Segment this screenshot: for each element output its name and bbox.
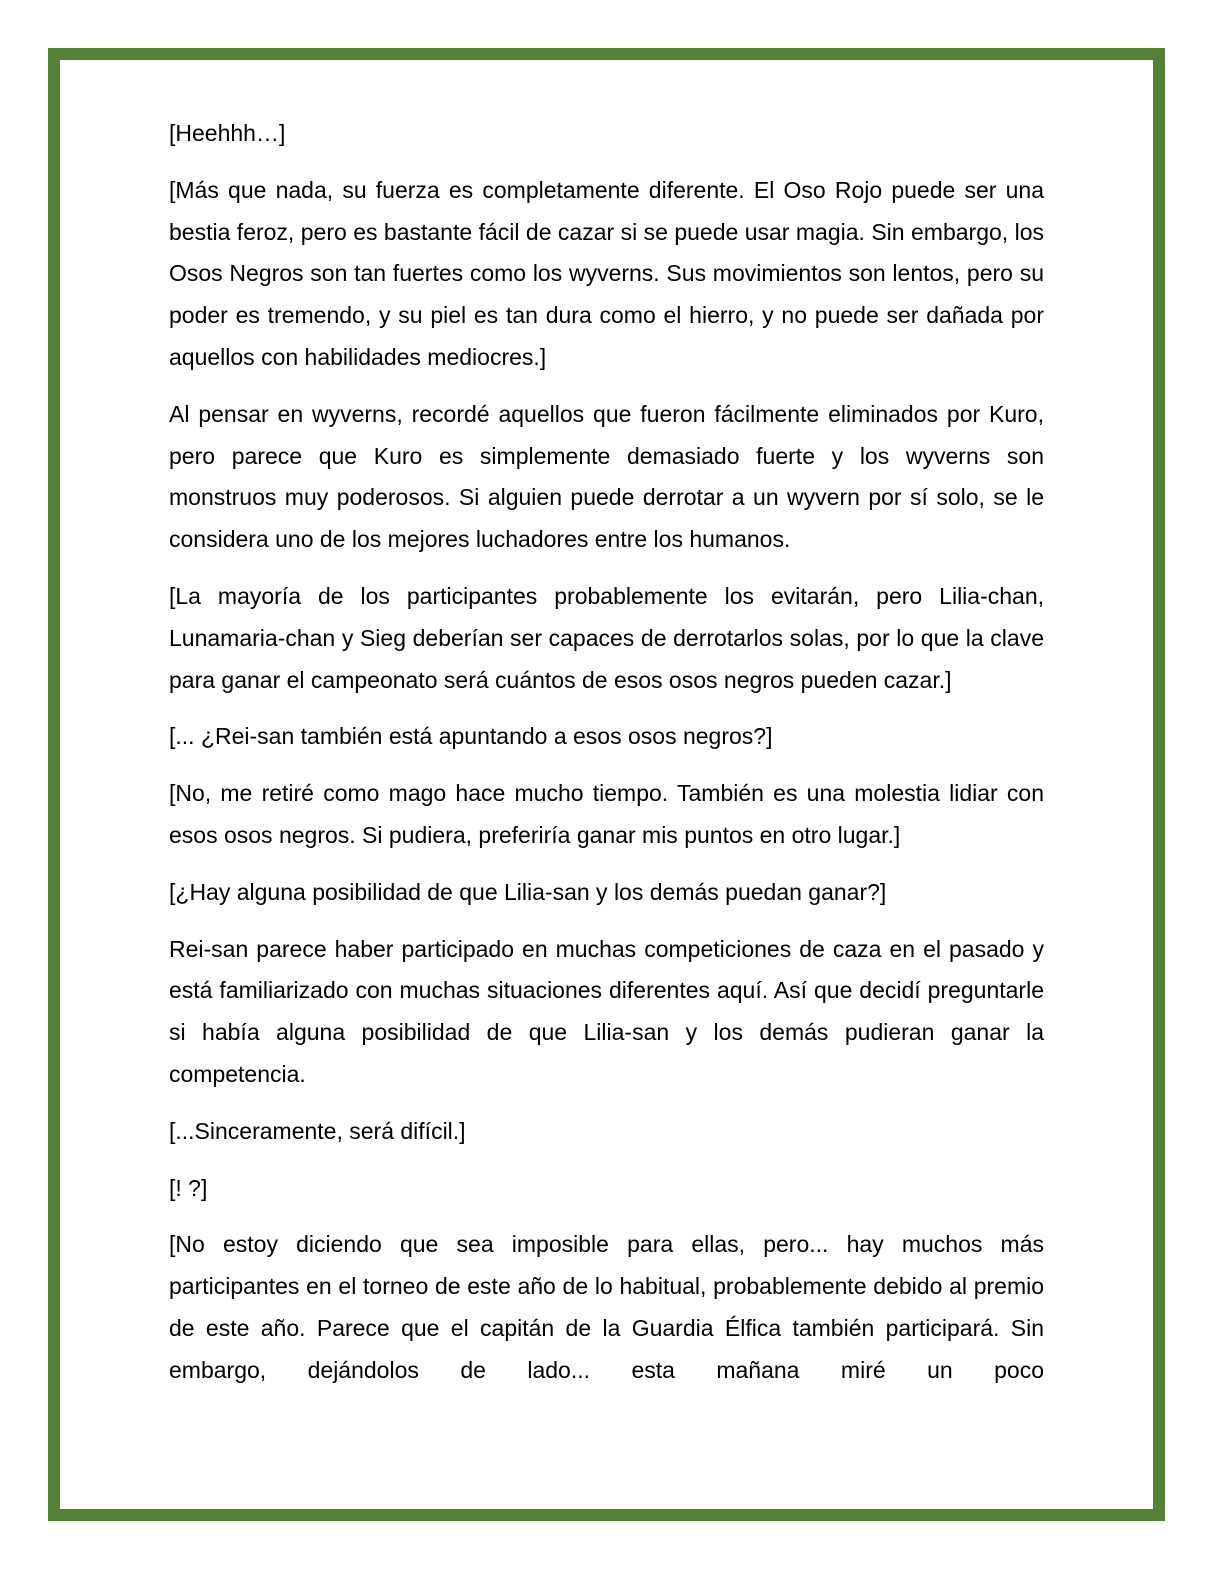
- paragraph: Rei-san parece haber participado en muchas competiciones de caza en el pasado y está familiarizado con muchas situaciones diferentes aquí. Así que decidí preguntarle si había alguna posibilidad de que Lilia-san y los demás pudieran ganar la competencia.: [169, 935, 1044, 1087]
- paragraph: [Heehhh…]: [169, 120, 286, 146]
- paragraph: [...Sinceramente, será difícil.]: [169, 1117, 466, 1144]
- paragraph: [Más que nada, su fuerza es completamente diferente. El Oso Rojo puede ser una bestia feroz, pero es bastante fácil de cazar si se puede usar magia. Sin embargo, los Osos Negros son tan fuertes como los wyverns. Sus movimientos son lentos, pero su poder es tremendo, y su piel es tan dura como el hierro, y no puede ser dañada por aquellos con habilidades mediocres.]: [169, 176, 1044, 370]
- document-body: [169, 113, 1044, 1407]
- paragraph: [No estoy diciendo que sea imposible para ellas, pero... hay muchos más participantes en el torneo de este año de lo habitual, probablemente debido al premio de este año. Parece que el capitán de la Guardia Élfica también participará. Sin embargo, dejándolos de lado... esta mañana miré un poco: [169, 1231, 1044, 1383]
- paragraph: [No, me retiré como mago hace mucho tiempo. También es una molestia lidiar con esos osos negros. Si pudiera, preferiría ganar mis puntos en otro lugar.]: [169, 780, 1044, 848]
- paragraph: [La mayoría de los participantes probablemente los evitarán, pero Lilia-chan, Lunamaria-chan y Sieg deberían ser capaces de derrotarlos solas, por lo que la clave para ganar el campeonato será cuántos de esos osos negros pueden cazar.]: [169, 582, 1044, 693]
- paragraph: Al pensar en wyverns, recordé aquellos que fueron fácilmente eliminados por Kuro, pero parece que Kuro es simplemente demasiado fuerte y los wyverns son monstruos muy poderosos. Si alguien puede derrotar a un wyvern por sí solo, se le considera uno de los mejores luchadores entre los humanos.: [169, 400, 1044, 553]
- paragraph: [! ?]: [169, 1174, 208, 1201]
- paragraph: [... ¿Rei-san también está apuntando a esos osos negros?]: [169, 723, 773, 750]
- paragraph: [¿Hay alguna posibilidad de que Lilia-san y los demás puedan ganar?]: [169, 878, 887, 905]
